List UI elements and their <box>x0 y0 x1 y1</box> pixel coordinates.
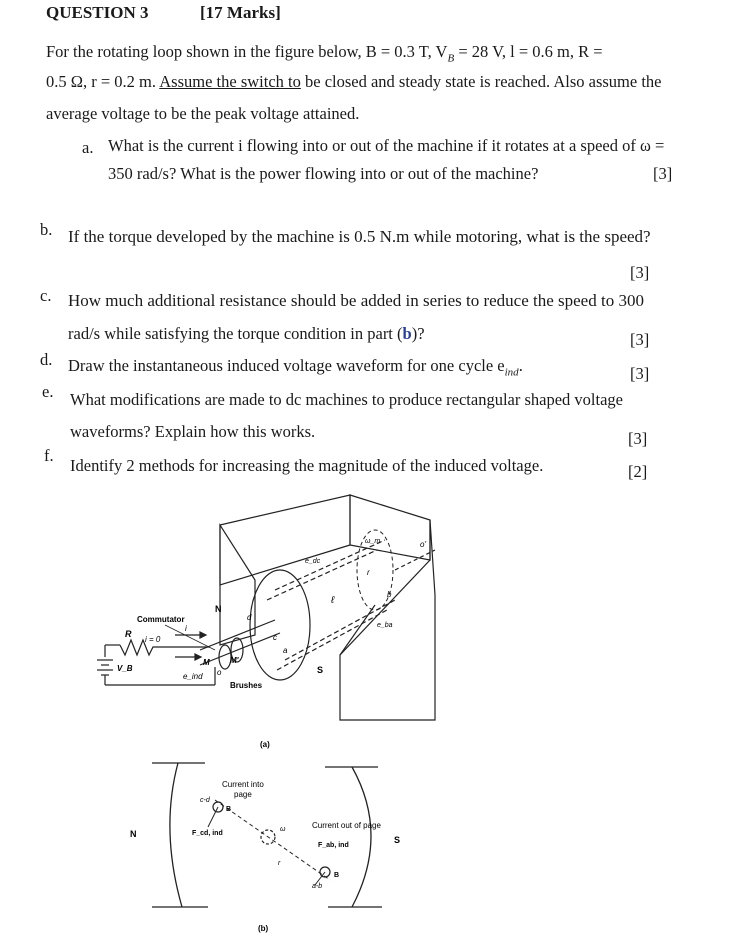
question-e-line-1: What modifications are made to dc machines to produce rectangular shaped voltage <box>70 390 623 409</box>
south-label: S <box>317 665 324 675</box>
question-d-marks: [3] <box>630 364 650 383</box>
ell-label: ℓ <box>331 595 335 606</box>
intro-line-2 <box>46 72 661 92</box>
question-f-line-1: Identify 2 methods for increasing the magnitude of the induced voltage. <box>70 456 544 475</box>
pole-faces <box>152 763 382 907</box>
o-label: o <box>217 668 222 677</box>
question-d-label: d. <box>40 350 53 369</box>
intro-line-1 <box>46 42 603 64</box>
fig-b-south-label: S <box>394 835 401 845</box>
figure-b-caption: (b) <box>258 924 269 933</box>
question-f-marks: [2] <box>628 462 648 481</box>
intro-text-1: For the rotating loop shown in the figure below, B = 0.3 T, V <box>46 42 448 61</box>
intro-sub-b: B <box>447 52 455 65</box>
intro-text-2c: be closed and steady state is reached. Also assume the <box>300 72 662 91</box>
b-label-top: B <box>226 806 232 813</box>
eba-label: e_ba <box>377 622 393 629</box>
question-e-line-2: waveforms? Explain how this works. <box>70 422 316 441</box>
loop-label-d: d <box>247 613 252 622</box>
question-d-text: Draw the instantaneous induced voltage waveform for one cycle e <box>68 356 505 375</box>
question-d-sub: ind <box>504 366 519 379</box>
eind-label: e_ind <box>183 672 203 681</box>
rotor-front-face <box>250 570 310 680</box>
south-pole-block <box>340 495 435 720</box>
intro-text-2-underlined: Assume the switch to <box>159 72 301 91</box>
question-e-marks: [3] <box>628 429 648 448</box>
loop-cross-section <box>215 800 330 880</box>
question-a-line-2: 350 rad/s? What is the power flowing into or out of the machine? <box>108 164 539 183</box>
north-label: N <box>215 604 222 614</box>
page-label: page <box>234 790 252 799</box>
m-label: M <box>203 658 210 667</box>
figure-b-cross-section <box>120 755 420 935</box>
loop-label-r: r <box>367 568 370 577</box>
intro-text-1b: = 28 V, l = 0.6 m, R = <box>454 42 603 61</box>
i-zero-label: i = 0 <box>145 635 161 644</box>
question-a-label: a. <box>82 138 94 157</box>
omega-label: ω <box>280 826 286 833</box>
o-prime-label: o' <box>420 540 426 549</box>
f-cd-label: F_cd, ind <box>192 830 223 837</box>
fig-b-north-label: N <box>130 829 137 839</box>
question-c-text-2b: )? <box>411 324 425 343</box>
question-c-marks: [3] <box>630 330 650 349</box>
question-a-marks: [3] <box>653 164 673 183</box>
question-f-label: f. <box>44 446 54 465</box>
question-b-line-1: If the torque developed by the machine is 0.5 N.m while motoring, what is the speed? <box>68 227 651 246</box>
m-prime-label: M' <box>230 656 239 665</box>
question-a-line-1: What is the current i flowing into or out of the machine if it rotates at a speed of ω = <box>108 136 665 155</box>
intro-line-3: average voltage to be the peak voltage attained. <box>46 104 360 123</box>
figure-a-machine-diagram <box>95 485 475 755</box>
question-b-marks: [3] <box>630 263 650 282</box>
shaft <box>200 550 435 669</box>
handwritten-b-mark: b <box>402 324 412 343</box>
loop-label-b: b <box>387 590 392 599</box>
f-ab-label: F_ab, ind <box>318 842 349 849</box>
question-e-label: e. <box>42 382 54 401</box>
loop-label-a: a <box>283 646 288 655</box>
current-into-label: Current into <box>222 780 264 789</box>
question-c-text-2a: rad/s while satisfying the torque condition in part ( <box>68 324 403 343</box>
edc-label: e_dc <box>305 558 321 565</box>
total-marks: [17 Marks] <box>200 3 281 22</box>
ab-label: a-b <box>312 883 323 890</box>
question-d-end: . <box>518 356 523 375</box>
question-c-label: c. <box>40 286 52 305</box>
resistor-label: R <box>125 629 132 639</box>
question-d-line-1 <box>68 356 523 378</box>
figure-a-caption: (a) <box>260 740 270 749</box>
current-out-label: Current out of page <box>312 821 381 830</box>
loop-label-c: c <box>273 633 277 642</box>
b-label-bottom: B <box>334 872 340 879</box>
omega-m-label: ω_m <box>365 538 381 545</box>
question-c-line-1: How much additional resistance should be added in series to reduce the speed to 300 <box>68 291 644 310</box>
north-pole-block <box>220 495 350 645</box>
brushes-label: Brushes <box>230 681 263 690</box>
current-i-label: i <box>185 624 187 633</box>
radius-label: r <box>278 860 281 867</box>
question-c-line-2 <box>68 324 425 344</box>
question-b-label: b. <box>40 220 53 239</box>
commutator-label: Commutator <box>137 615 185 624</box>
question-heading: QUESTION 3 <box>46 3 149 22</box>
battery-label: V_B <box>117 664 133 673</box>
intro-text-2a: 0.5 Ω, r = 0.2 m. <box>46 72 160 91</box>
cd-label: c-d <box>200 797 210 804</box>
